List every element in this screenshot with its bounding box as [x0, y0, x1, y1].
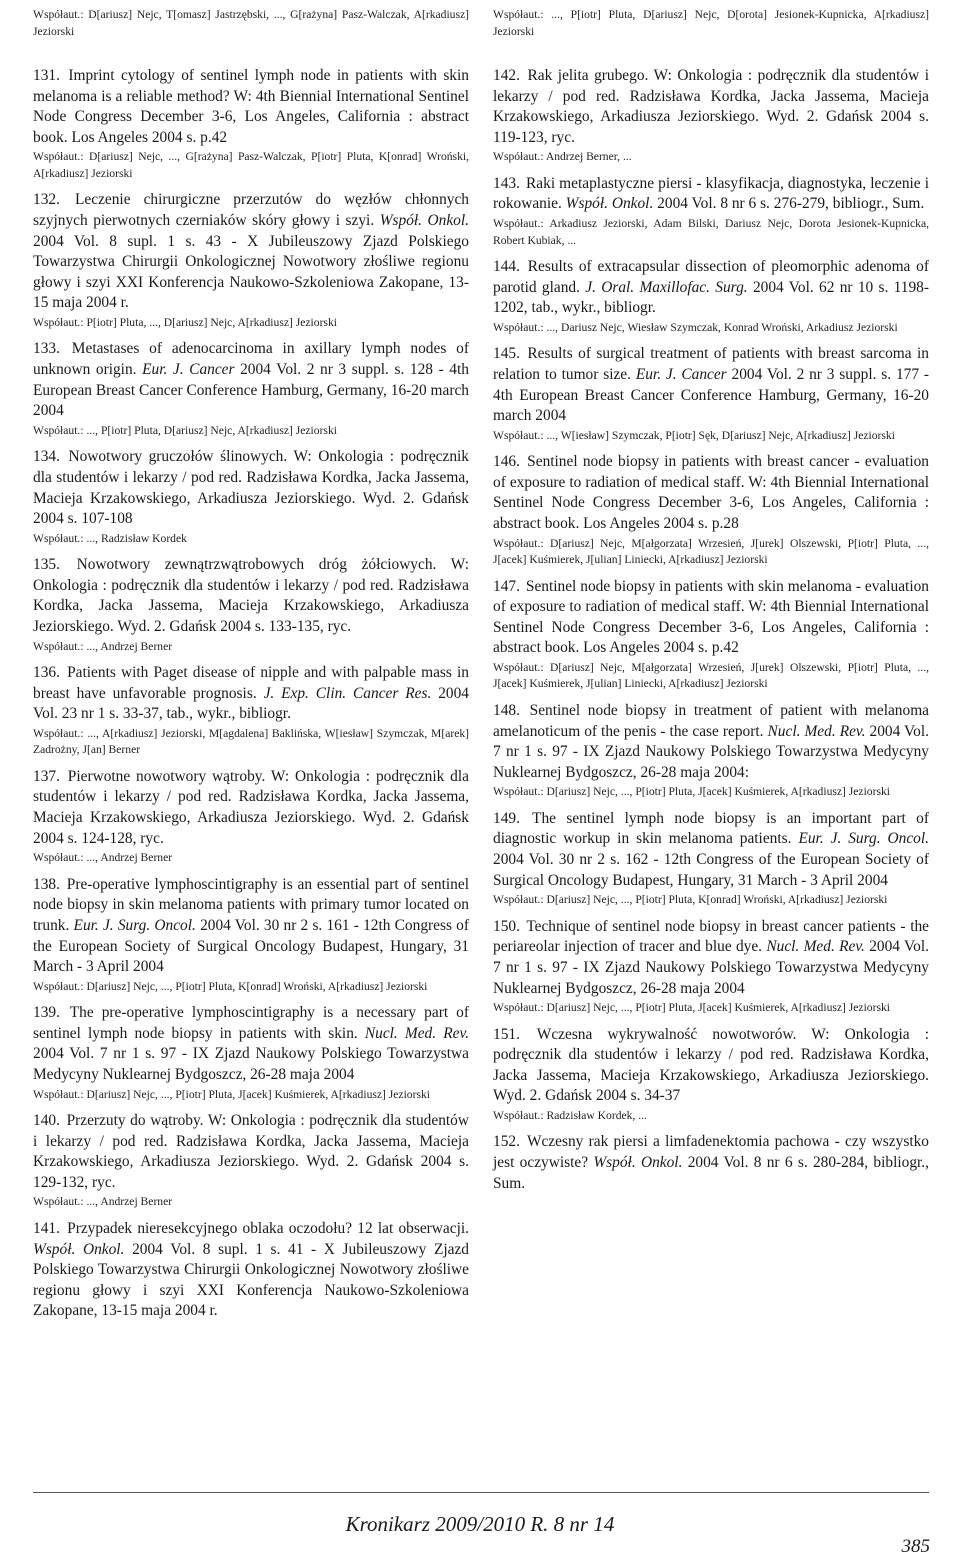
coauthors-names: ..., Andrzej Berner — [86, 639, 173, 653]
entry-citation — [33, 190, 469, 314]
coauthors-line — [493, 216, 929, 249]
entry-title: Results of extracapsular dissection of pleomorphic adenoma of parotid gland. — [493, 258, 929, 296]
coauthors-names: D[ariusz] Nejc, ..., G[rażyna] Pasz-Walczak, P[iotr] Pluta, K[onrad] Wroński, A[rkadiusz] Jeziorski — [33, 150, 469, 180]
entry-number: 150. — [493, 917, 520, 935]
bibliography-entry — [33, 555, 469, 655]
entry-number: 142. — [493, 67, 520, 84]
coauthors-label: Współaut.: — [33, 851, 84, 865]
coauthors-line — [493, 892, 929, 909]
entry-citation — [33, 663, 469, 725]
entry-number: 148. — [493, 701, 520, 719]
entry-number: 134. — [33, 448, 60, 466]
bibliography-entry — [493, 66, 929, 166]
entry-citation — [33, 555, 469, 637]
entry-title: Sentinel node biopsy in treatment of patient with melanoma amelanoticum of the penis - the case report. — [493, 701, 929, 740]
entry-citation — [493, 1132, 929, 1194]
entry-number: 137. — [33, 767, 60, 785]
entry-details: 2004 Vol. 8 nr 6 s. 276-279, bibliogr., Sum. — [657, 195, 925, 213]
coauthors-names: Arkadiusz Jeziorski, Adam Bilski, Dariusz Nejc, Dorota Jesionek-Kupnicka, Robert Kubiak, ... — [493, 217, 929, 247]
entry-number: 139. — [33, 1004, 60, 1022]
bibliography-entry — [493, 174, 929, 249]
bibliography-entry — [493, 344, 929, 444]
coauthors-line — [33, 315, 469, 332]
entry-title: Imprint cytology of sentinel lymph node in patients with skin melanoma is a reliable method? W: 4th Biennial International Sentinel Node Congress December 3-6, Los Angeles, California : abstract book. Los Angeles 2004 s. p.42 — [33, 67, 469, 146]
entry-number: 151. — [493, 1025, 520, 1043]
coauthors-line — [33, 149, 469, 182]
footer-divider — [33, 1492, 929, 1493]
left-column — [33, 6, 469, 1330]
entry-title: Rak jelita grubego. W: Onkologia : podręcznik dla studentów i lekarzy / pod red. Radzisława Kordka, Jacka Jassema, Macieja Krzakowskiego, Arkadiusza Jeziorskiego. Wyd. 2. Gdańsk 2004 s. 119-123, ryc. — [493, 67, 929, 146]
bibliography-entry — [493, 1132, 929, 1194]
entry-journal: Eur. J. Cancer — [635, 365, 727, 383]
entry-journal: Współ. Onkol. — [593, 1154, 683, 1172]
coauthors-label: Współaut.: — [493, 893, 544, 907]
coauthors-label: Współaut.: — [33, 1087, 84, 1101]
entry-title: Wczesny rak piersi a limfadenektomia pachowa - czy wszystko jest oczywiste? — [493, 1133, 929, 1172]
coauthors-label: Współaut.: — [493, 1108, 544, 1122]
page-number: 385 — [901, 1536, 930, 1557]
bibliography-entry — [33, 447, 469, 547]
bibliography-entry — [493, 452, 929, 568]
coauthors-line: Współaut.: D[ariusz] Nejc, T[omasz] Jastrzębski, ..., G[rażyna] Pasz-Walczak, A[rkadiusz] Jeziorski — [33, 8, 469, 38]
entry-title: Wczesna wykrywalność nowotworów. W: Onkologia : podręcznik dla studentów i lekarzy / pod red. Radzisława Kordka, Jacka Jassema, Macieja Krzakowskiego, Arkadiusza Jeziorskiego. Wyd. 2. Gdańsk 2004 s. 34-37 — [493, 1025, 929, 1105]
entry-journal: Eur. J. Surg. Oncol. — [73, 916, 196, 934]
entry-title: Results of surgical treatment of patients with breast sarcoma in relation to tumor size. — [493, 345, 929, 383]
entry-citation — [493, 917, 929, 999]
bibliography-entry — [33, 66, 469, 182]
entry-title: The sentinel lymph node biopsy is an important part of diagnostic workup in skin melanoma patients. — [493, 809, 929, 848]
entry-title: Przypadek nieresekcyjnego oblaka oczodołu? 12 lat obserwacji. — [67, 1219, 469, 1237]
entry-citation — [493, 66, 929, 148]
entry-title: Sentinel node biopsy in patients with breast cancer - evaluation of exposure to radiation of medical staff. W: 4th Biennial International Sentinel Node Congress December 3-6, Los Angeles, California : abstract book. Los Angeles 2004 s. p.28 — [493, 453, 929, 532]
entry-details: 2004 Vol. 7 nr 1 s. 97 - IX Zjazd Naukowy Polskiego Towarzystwa Medycyny Nuklearnej Bydgoszcz, 26-28 maja 2004 — [493, 938, 929, 997]
entry-journal: J. Exp. Clin. Cancer Res. — [263, 684, 432, 702]
entry-journal: Współ. Onkol. — [33, 1240, 125, 1258]
entry-citation — [493, 452, 929, 534]
coauthors-label: Współaut.: — [33, 423, 84, 437]
entry-details: 2004 Vol. 7 nr 1 s. 97 - IX Zjazd Naukowy Polskiego Towarzystwa Medycyny Nuklearnej Bydgoszcz, 26-28 maja 2004: — [493, 722, 929, 781]
coauthors-line — [33, 423, 469, 440]
coauthors-names: ..., P[iotr] Pluta, D[ariusz] Nejc, A[rkadiusz] Jeziorski — [86, 423, 337, 437]
entry-number: 152. — [493, 1133, 520, 1151]
coauthors-line — [493, 1108, 929, 1125]
entry-number: 132. — [33, 191, 60, 209]
entry-number: 135. — [33, 556, 60, 574]
lead-coauthors — [33, 7, 469, 40]
coauthors-line: Współaut.: ..., P[iotr] Pluta, D[ariusz] Nejc, D[orota] Jesionek-Kupnicka, A[rkadiusz] Jeziorski — [493, 8, 929, 38]
entry-details: 2004 Vol. 8 supl. 1 s. 41 - X Jubileuszowy Zjazd Polskiego Towarzystwa Chirurgii Onkologicznej Nowotwory złośliwe regionu głowy i szyi XXI Konferencja Naukowo-Szkoleniowa Zakopane, 13-15 maja 2004 r. — [33, 1240, 469, 1320]
coauthors-names: D[ariusz] Nejc, ..., P[iotr] Pluta, J[acek] Kuśmierek, A[rkadiusz] Jeziorski — [546, 785, 890, 799]
entry-journal: Eur. J. Surg. Oncol. — [798, 830, 929, 848]
coauthors-names: D[ariusz] Nejc, ..., P[iotr] Pluta, K[onrad] Wroński, A[rkadiusz] Jeziorski — [546, 893, 888, 907]
coauthors-line — [33, 979, 469, 996]
entry-title: Leczenie chirurgiczne przerzutów do węzłów chłonnych szyjnych pierwotnych czerniaków skóry głowy i szyi. — [33, 191, 469, 229]
entry-citation — [33, 1003, 469, 1085]
right-column — [493, 6, 929, 1202]
entry-details: 2004 Vol. 62 nr 10 s. 1198-1202, tab., wykr., bibliogr. — [493, 278, 929, 317]
entry-details: 2004 Vol. 7 nr 1 s. 97 - IX Zjazd Naukowy Polskiego Towarzystwa Medycyny Nuklearnej Bydgoszcz, 26-28 maja 2004 — [33, 1045, 469, 1083]
coauthors-label: Współaut.: — [33, 150, 84, 164]
entry-citation — [493, 809, 929, 891]
entry-journal: J. Oral. Maxillofac. Surg. — [585, 278, 748, 296]
coauthors-names: P[iotr] Pluta, ..., D[ariusz] Nejc, A[rkadiusz] Jeziorski — [86, 315, 337, 329]
lead-coauthors — [493, 7, 929, 40]
entry-number: 146. — [493, 453, 520, 471]
entry-citation — [493, 344, 929, 426]
coauthors-line — [33, 1087, 469, 1104]
entry-number: 143. — [493, 174, 520, 192]
coauthors-label: Współaut.: — [493, 217, 544, 231]
bibliography-entry — [33, 1219, 469, 1322]
coauthors-names: D[ariusz] Nejc, ..., P[iotr] Pluta, J[acek] Kuśmierek, A[rkadiusz] Jeziorski — [86, 1087, 430, 1101]
entry-title: Raki metaplastyczne piersi - klasyfikacja, diagnostyka, leczenie i rokowanie. — [493, 174, 929, 213]
coauthors-names: D[ariusz] Nejc, ..., P[iotr] Pluta, K[onrad] Wroński, A[rkadiusz] Jeziorski — [86, 979, 428, 993]
bibliography-entry — [33, 1003, 469, 1103]
entry-number: 141. — [33, 1219, 60, 1237]
entry-title: Metastases of adenocarcinoma in axillary lymph nodes of unknown origin. — [33, 340, 469, 379]
entry-citation — [493, 701, 929, 783]
coauthors-names: ..., Dariusz Nejc, Wiesław Szymczak, Konrad Wroński, Arkadiusz Jeziorski — [546, 320, 898, 334]
coauthors-line — [493, 149, 929, 166]
footer-journal-title: Kronikarz 2009/2010 R. 8 nr 14 — [345, 1512, 615, 1536]
coauthors-label: Współaut.: — [493, 1001, 544, 1015]
entry-number: 133. — [33, 340, 60, 358]
coauthors-label: Współaut.: — [33, 531, 84, 545]
entry-title: Nowotwory zewnątrzwątrobowych dróg żółciowych. W: Onkologia : podręcznik dla studentów i lekarzy / pod red. Radzisława Kordka, Jacka Jassema, Macieja Krzakowskiego, Arkadiusza Jeziorskiego. Wyd. 2. Gdańsk 2004 s. 133-135, ryc. — [33, 556, 469, 635]
coauthors-names: ..., Andrzej Berner — [86, 851, 173, 865]
bibliography-entry — [33, 875, 469, 995]
coauthors-names: D[ariusz] Nejc, M[ałgorzata] Wrzesień, J[urek] Olszewski, P[iotr] Pluta, ..., J[acek] Kuśmierek, J[ulian] Liniecki, A[rkadiusz] Jeziorski — [493, 660, 929, 691]
coauthors-line — [33, 639, 469, 656]
coauthors-label: Współaut.: — [493, 150, 544, 164]
coauthors-names: D[ariusz] Nejc, M[ałgorzata] Wrzesień, J[urek] Olszewski, P[iotr] Pluta, ..., J[acek] Kuśmierek, J[ulian] Liniecki, A[rkadiusz] Jeziorski — [493, 536, 929, 567]
coauthors-line — [33, 1194, 469, 1211]
bibliography-entry — [33, 663, 469, 759]
entry-journal: Nucl. Med. Rev. — [766, 938, 865, 956]
entry-title: The pre-operative lymphoscintigraphy is a necessary part of sentinel lymph node biopsy in patients with skin. — [33, 1004, 469, 1042]
entry-details: 2004 Vol. 2 nr 3 suppl. s. 177 - 4th European Breast Cancer Conference Hamburg, Germany, 16-20 march 2004 — [493, 365, 929, 425]
bibliography-entry — [493, 917, 929, 1017]
bibliography-entry — [493, 577, 929, 693]
entry-details: 2004 Vol. 30 nr 2 s. 162 - 12th Congress of the European Society of Surgical Oncology Budapest, Hungary, 31 March - 3 April 2004 — [493, 851, 929, 889]
coauthors-names: Andrzej Berner, ... — [545, 150, 632, 164]
entry-details: 2004 Vol. 8 nr 6 s. 280-284, bibliogr., Sum. — [493, 1154, 929, 1192]
entry-citation — [33, 339, 469, 421]
bibliography-entry — [493, 701, 929, 801]
bibliography-entry — [33, 190, 469, 331]
coauthors-line — [493, 428, 929, 445]
entry-citation — [33, 447, 469, 529]
entry-number: 136. — [33, 664, 60, 682]
entry-citation — [493, 577, 929, 659]
bibliography-entry — [493, 257, 929, 336]
coauthors-line — [493, 784, 929, 801]
coauthors-line — [493, 1000, 929, 1017]
bibliography-entry — [33, 339, 469, 439]
coauthors-label: Współaut.: — [493, 660, 544, 674]
entry-title: Technique of sentinel node biopsy in breast cancer patients - the periareolar injection of tracer and blue dye. — [493, 917, 929, 956]
entry-details: 2004 Vol. 8 supl. 1 s. 43 - X Jubileuszowy Zjazd Polskiego Towarzystwa Chirurgii Onkologicznej Nowotwory złośliwe regionu głowy i szyi XXI Konferencja Naukowo-Szkoleniowa Zakopane, 13-15 maja 2004 r. — [33, 232, 469, 312]
coauthors-line — [33, 850, 469, 867]
entry-number: 138. — [33, 875, 60, 893]
coauthors-label: Współaut.: — [33, 979, 84, 993]
coauthors-label: Współaut.: — [493, 536, 544, 550]
entry-journal: Współ. Onkol. — [379, 211, 469, 229]
entry-number: 131. — [33, 67, 60, 84]
entry-title: Pre-operative lymphoscintigraphy is an essential part of sentinel node biopsy in skin melanoma patients with primary tumor located on trunk. — [33, 875, 469, 934]
entry-details: 2004 Vol. 2 nr 3 suppl. s. 128 - 4th European Breast Cancer Conference Hamburg, Germany, 16-20 march 2004 — [33, 361, 469, 420]
entry-citation — [33, 875, 469, 978]
bibliography-entry — [33, 1111, 469, 1211]
entry-number: 144. — [493, 258, 520, 276]
entry-number: 149. — [493, 809, 520, 827]
coauthors-names: ..., A[rkadiusz] Jeziorski, M[agdalena] Baklińska, W[iesław] Szymczak, M[arek] Zadrożny, J[an] Berner — [33, 726, 470, 757]
coauthors-label: Współaut.: — [33, 726, 84, 740]
entry-citation — [493, 174, 929, 215]
entry-number: 145. — [493, 345, 520, 363]
coauthors-label: Współaut.: — [33, 315, 84, 329]
entry-citation — [33, 1111, 469, 1193]
coauthors-names: ..., Andrzej Berner — [86, 1195, 173, 1209]
coauthors-names: D[ariusz] Nejc, ..., P[iotr] Pluta, J[acek] Kuśmierek, A[rkadiusz] Jeziorski — [546, 1001, 890, 1015]
coauthors-names: Radzisław Kordek, ... — [546, 1108, 647, 1122]
coauthors-names: ..., W[iesław] Szymczak, P[iotr] Sęk, D[ariusz] Nejc, A[rkadiusz] Jeziorski — [546, 428, 895, 442]
entry-number: 140. — [33, 1112, 60, 1130]
entry-citation — [33, 1219, 469, 1322]
entry-journal: Współ. Onkol. — [565, 195, 654, 213]
coauthors-label: Współaut.: — [493, 785, 544, 799]
entry-citation — [493, 1025, 929, 1107]
coauthors-label: Współaut.: — [33, 639, 84, 653]
entry-title: Nowotwory gruczołów ślinowych. W: Onkologia : podręcznik dla studentów i lekarzy / pod red. Radzisława Kordka, Jacka Jassema, Macieja Krzakowskiego, Arkadiusza Jeziorskiego. Wyd. 2. Gdańsk 2004 s. 107-108 — [33, 448, 469, 528]
coauthors-line — [33, 531, 469, 548]
entry-number: 147. — [493, 577, 520, 595]
coauthors-label: Współaut.: — [33, 1195, 84, 1209]
bibliography-entry — [493, 809, 929, 909]
entry-details: 2004 Vol. 30 nr 2 s. 161 - 12th Congress of the European Society of Surgical Oncology Budapest, Hungary, 31 March - 3 April 2004 — [33, 916, 469, 976]
entry-title: Przerzuty do wątroby. W: Onkologia : podręcznik dla studentów i lekarzy / pod red. Radzisława Kordka, Jacka Jassema, Macieja Krzakowskiego, Arkadiusza Jeziorskiego. Wyd. 2. Gdańsk 2004 s. 129-132, ryc. — [33, 1112, 469, 1191]
entry-citation — [33, 767, 469, 849]
entry-details: 2004 Vol. 23 nr 1 s. 33-37, tab., wykr., bibliogr. — [33, 684, 469, 723]
coauthors-label: Współaut.: — [493, 428, 544, 442]
coauthors-line — [33, 726, 469, 759]
coauthors-label: Współaut.: — [493, 320, 544, 334]
entry-journal: Nucl. Med. Rev. — [767, 722, 866, 740]
coauthors-line — [493, 536, 929, 569]
bibliography-entry — [493, 1025, 929, 1125]
entry-title: Sentinel node biopsy in patients with skin melanoma - evaluation of exposure to radiation of medical staff. W: 4th Biennial International Sentinel Node Congress December 3-6, Los Angeles, California : abstract book. Los Angeles 2004 s. p.42 — [493, 577, 929, 657]
entry-journal: Eur. J. Cancer — [142, 361, 235, 379]
entry-citation — [493, 257, 929, 319]
coauthors-names: ..., Radzisław Kordek — [86, 531, 187, 545]
entry-title: Pierwotne nowotwory wątroby. W: Onkologia : podręcznik dla studentów i lekarzy / pod red. Radzisława Kordka, Jacka Jassema, Macieja Krzakowskiego, Arkadiusza Jeziorskiego. Wyd. 2. Gdańsk 2004 s. 124-128, ryc. — [33, 767, 469, 847]
entry-citation — [33, 66, 469, 148]
entry-title: Patients with Paget disease of nipple and with palpable mass in breast have unfavorable prognosis. — [33, 664, 470, 702]
coauthors-line — [493, 660, 929, 693]
coauthors-line — [493, 320, 929, 337]
bibliography-entry — [33, 767, 469, 867]
entry-journal: Nucl. Med. Rev. — [364, 1024, 469, 1042]
